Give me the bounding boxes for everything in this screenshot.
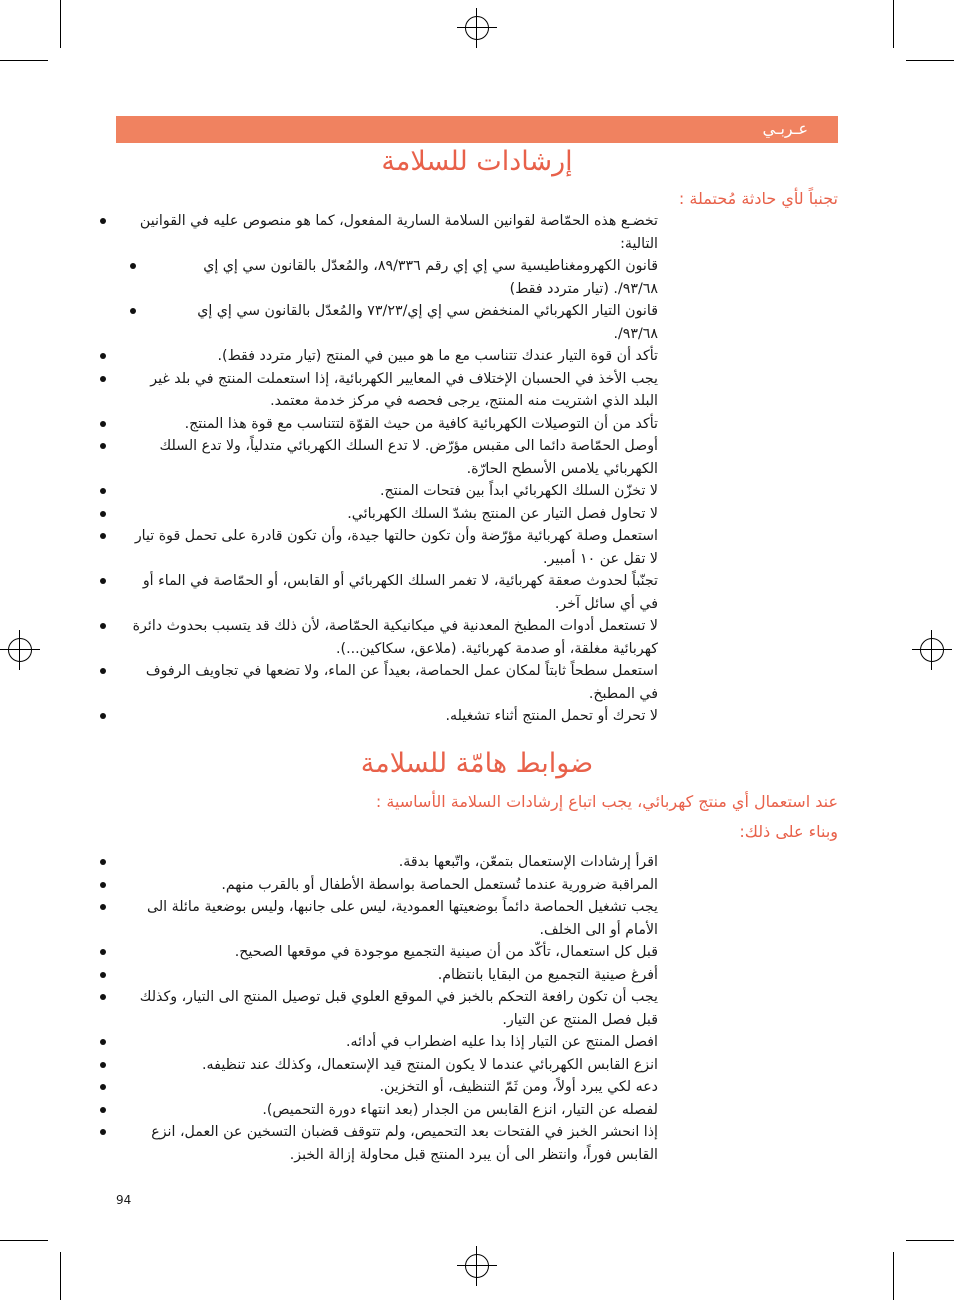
registration-mark-right [912,630,952,670]
list-item [128,1031,658,1054]
list-item [128,345,658,368]
bullet-icon [100,578,106,584]
list-item-text: يجب الأخذ في الحسبان الإختلاف في المعايير الكهربائية، إذا استعملت المنتج في بلد غير البلد الذي اشتريت منه المنتج، يرجى فحصه في مركز خدمة معتمد. [150,370,658,409]
list-item-text: لا تستعمل أدوات المطبخ المعدنية في ميكانيكية الحمّاصة، لأن ذلك قد يتسبب بحدوث دائرة كهربائية مغلقة، أو صدمة كهربائية. (ملاعق، سكاكين...). [132,618,658,657]
list-item [128,615,658,660]
list-item-text: استعمل سطحاً ثابتاً لمكان عمل الحماصة، بعيداً عن الماء، ولا تضعها في تجاويف الرفوف في المطبخ. [145,663,658,702]
language-label: عـربـي [762,119,808,138]
list-item [128,941,658,964]
list-item-text: دعه لكي يبرد أولاً، ومن ثَمّ التنظيف، أو التخزين. [379,1079,658,1095]
bullet-icon [100,668,106,674]
crop-mark [906,60,954,61]
page-number: 94 [116,1193,132,1207]
list-item-text: افصل المنتج عن التيار إذا بدا عليه اضطراب في أدائه. [345,1034,658,1050]
bullet-icon [100,994,106,1000]
list-item [128,413,658,436]
list-item-text: قانون الكهرومغناطيسية سي إي إي رقم ٨٩/٣٣٦، والمُعدّل بالقانون سي إي إي ٩٣/٦٨/. (تيار متردد فقط) [203,258,658,297]
bullet-icon [100,882,106,888]
list-item [128,210,658,255]
bullet-icon [100,1084,106,1090]
bullet-icon [100,488,106,494]
list-item [128,1076,658,1099]
list-item [128,851,658,874]
list-item [128,525,658,570]
registration-mark-bottom [457,1246,497,1286]
list-item-text: إذا انحشر الخبز في الفتحات بعد التحميص، ولم تتوقف قضبان التسخين عن العمل، انزع القابس فوراً، وانتظر الى أن يبرد المنتج قبل محاولة إزالة الخبز. [151,1124,658,1163]
bullet-icon [100,443,106,449]
list-item [158,300,658,345]
crop-mark [0,1240,48,1241]
bullet-icon [130,308,136,314]
list-item-text: يجب أن تكون رافعة التحكم بالخبز في الموقع العلوي قبل توصيل المنتج الى التيار، وكذلك قبل فصل المنتج عن التيار. [139,989,658,1028]
list-item-text: لفصله عن التيار، انزع القابس من الجدار (بعد انتهاء دورة التحميص). [262,1101,658,1118]
list-item [128,874,658,897]
list-item-text: انزع القابس الكهربائي عندما لا يكون المنتج قيد الإستعمال، وكذلك عند تنظيفه. [202,1056,658,1073]
safety-instructions-list [128,210,658,728]
bullet-icon [100,533,106,539]
language-bar [116,116,838,143]
list-item-text: تخضـع هذه الحمّاصة لقوانين السلامة السارية المفعول، كما هو منصوص عليه في القوانين التالية: [139,213,658,252]
list-item [128,896,658,941]
list-item-text: لا تحرك أو تحمل المنتج أثناء تشغيله. [445,708,658,724]
bullet-icon [100,353,106,359]
crop-mark [893,1252,894,1300]
important-safeguards-title: ضوابط هامّة للسلامة [360,748,594,779]
bullet-icon [100,421,106,427]
list-item [128,1054,658,1077]
crop-mark [60,0,61,48]
important-safeguards-subtitle: عند استعمال أي منتج كهربائي، يجب اتباع إرشادات السلامة الأساسية : [375,792,838,811]
list-item [128,503,658,526]
list-item-text: قانون التيار الكهربائي المنخفض سي إي إي/٧٣/٢٣ والمُعدّل بالقانون سي إي إي ٩٣/٦٨/. [197,303,658,342]
bullet-icon [100,1039,106,1045]
list-item-text: لا تحاول فصل التيار عن المنتج بشدّ السلك الكهربائي. [347,505,658,522]
list-item-text: المراقبة ضرورية عندما تُستعمل الحماصة بواسطة الأطفال أو بالقرب منهم. [221,876,658,893]
crop-mark [906,1240,954,1241]
list-item [128,705,658,728]
list-item-text: أفرغ صينية التجميع من البقايا بانتظام. [437,966,658,983]
important-safeguards-list [128,851,658,1166]
bullet-icon [100,511,106,517]
list-item [128,480,658,503]
registration-mark-top [457,8,497,48]
list-item-text: قبل كل استعمال، تأكّد من أن صينية التجميع موجودة في موقعها الصحيح. [234,944,658,960]
bullet-icon [100,972,106,978]
bullet-icon [100,1129,106,1135]
list-item [128,964,658,987]
crop-mark [60,1252,61,1300]
list-item-text: اقرأ إرشادات الإستعمال بتمعّن، واتّبعها بدقة. [398,854,658,870]
list-item [128,570,658,615]
list-item [128,368,658,413]
list-item-text: تجنّباً لحدوث صعقة كهربائية، لا تغمر السلك الكهربائي أو القابس، أو الحمّاصة في الماء أو في أي سائل آخر. [142,573,658,612]
list-item [128,660,658,705]
bullet-icon [100,713,106,719]
list-item-text: يجب تشغيل الحماصة دائماً بوضعيتها العمودية، ليس على جانبها، وليس بوضعية مائلة الى الأمام أو الى الخلف. [147,899,658,938]
bullet-icon [100,859,106,865]
bullet-icon [100,218,106,224]
bullet-icon [100,1107,106,1113]
list-item [128,1121,658,1166]
safety-instructions-title: إرشادات للسلامة [381,146,573,177]
list-item-text: تأكد أن قوة التيار عندك تتناسب مع ما هو مبين في المنتج (تيار متردد فقط). [217,348,658,364]
bullet-icon [130,263,136,269]
list-item [158,255,658,300]
list-item [128,435,658,480]
list-item-text: تأكد من أن التوصيلات الكهربائية كافية من حيث القوّة لتتناسب مع قوة هذا المنتج. [184,415,658,432]
list-item-text: لا تخزّن السلك الكهربائي ابداً بين فتحات المنتج. [379,483,658,499]
crop-mark [0,60,48,61]
list-item-text: استعمل وصلة كهربائية مؤرّضة وأن تكون حالتها جيدة، وأن تكون قادرة على تحمل قوة تيار لا تقل عن ١٠ أمبير. [134,528,658,567]
bullet-icon [100,623,106,629]
registration-mark-left [0,630,40,670]
important-safeguards-subtitle-2: وبناء على ذلك: [739,822,838,841]
list-item-text: أوصل الحمّاصة دائما الى مقبس مؤرّض. لا تدع السلك الكهربائي متدلياً، ولا تدع السلك الكهربائي يلامس الأسطح الحارّة. [159,438,658,477]
bullet-icon [100,904,106,910]
bullet-icon [100,376,106,382]
crop-mark [893,0,894,48]
list-item [128,1099,658,1122]
safety-instructions-subtitle: تجنباً لأي حادثة مُحتملة : [678,189,838,208]
bullet-icon [100,1062,106,1068]
list-item [128,986,658,1031]
bullet-icon [100,949,106,955]
